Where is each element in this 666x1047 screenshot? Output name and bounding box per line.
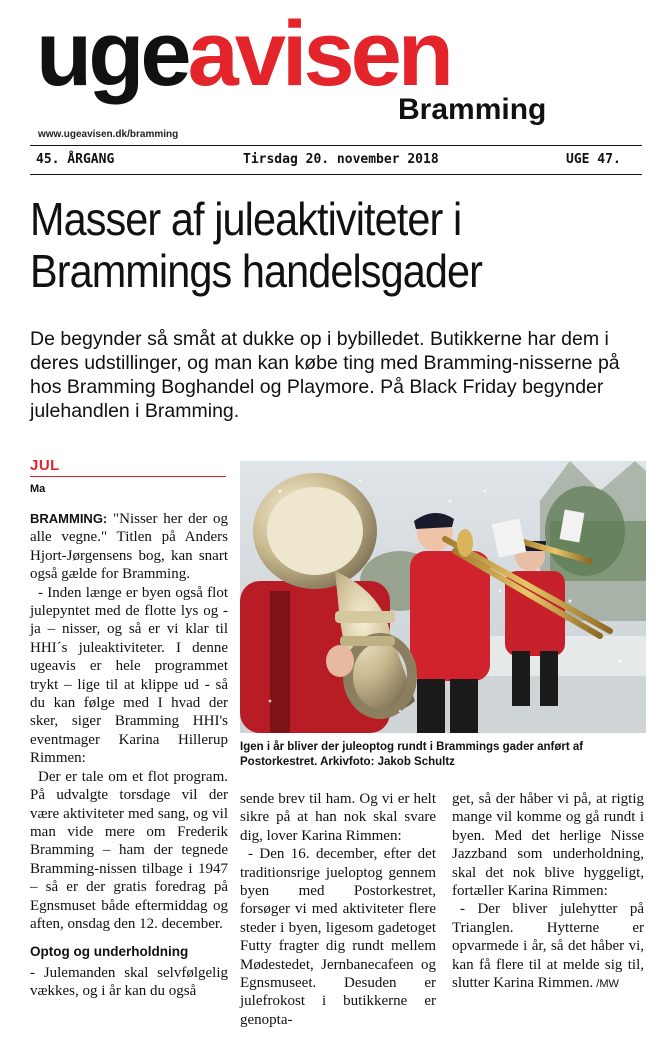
article-photo (240, 461, 646, 733)
masthead-url[interactable]: www.ugeavisen.dk/bramming (38, 129, 179, 140)
paragraph-2: - Inden længe er byen også flot julepyntet med de flotte lys og - ja – nisser, og så er vi klar til HHI´s juleaktiviteter. I denne ugeavis er hele programmet trykt – lige til at klippe ud - så du kan følge med I hvad der sker, siger Bramming HHI's eventmager Karina Hillerup Rimmen: (30, 584, 228, 767)
paragraph-4: - Julemanden skal selvfølgelig vækkes, og i år kan du også (30, 964, 228, 1000)
article-column-3 (452, 790, 644, 993)
article-byline: Ma (30, 483, 46, 495)
masthead-rule-bottom (30, 174, 642, 175)
article-headline: Masser af juleaktiviteter i Brammings handelsgader (30, 193, 482, 297)
week-label: UGE 47. (566, 152, 621, 167)
brass-band-photo (240, 461, 646, 733)
article-subhead: Optog og underholdning (30, 944, 189, 960)
article-lede: De begynder så småt at dukke op i bybilledet. Butikkerne har dem i deres udstillinger, og man kan købe ting med Bramming-nisserne på hos Bramming Boghandel og Playmore. På Black Friday begynder julehandlen i Bramming. (30, 328, 620, 422)
paragraph-8 (452, 900, 644, 993)
logo-avisen: avisen (187, 3, 450, 105)
article-column-1 (30, 510, 228, 1001)
paragraph-3: Der er tale om et flot program. På udvalgte torsdage vil der være aktiviteter med sang, og vil man vide mere om Frederik Bramming – ham der tegnede Bramming-nissen tilbage i 1947 – så er der gratis foredrag på Egnsmuset både eftermiddag og aften, onsdag den 12. december. (30, 768, 228, 932)
issue-date: Tirsdag 20. november 2018 (243, 152, 439, 167)
author-signature: /MW (593, 978, 619, 991)
section-kicker: JUL (30, 457, 60, 474)
edition-name: Bramming (398, 93, 547, 126)
paragraph-6: - Den 16. december, efter det traditionsrige jueloptog gennem byen med Postorkestret, forsøger vi med aktiviteter flere steder i byen, ligesom gadetoget Futty fragter dig rundt mellem Mødestedet, Jernbanecafeen og Egnsmuseet. Desuden er julefrokost i butikkerne er genopta- (240, 846, 436, 1028)
paragraph-8-text: - Der bliver julehytter på Trianglen. Hytterne er opvarmede i år, så det håber vi, kan få flere til at melde sig til, slutter Karina Rimmen. (452, 901, 644, 992)
kicker-rule (30, 476, 226, 477)
paragraph-1 (30, 510, 228, 584)
masthead-rule-top (30, 145, 642, 146)
masthead-logo (36, 3, 450, 105)
paragraph-1-text: "Nisser her der og alle vegne." Titlen på Anders Hjort-Jørgensens bog, kan snart også gælde for Bramming. (30, 511, 228, 583)
article-dateline: BRAMMING: (30, 511, 108, 526)
photo-caption: Igen i år bliver der juleoptog rundt i Brammings gader anført af Postorkestret. Arkivfoto: Jakob Schultz (240, 741, 584, 768)
logo-uge: uge (36, 3, 188, 105)
article-column-2 (240, 790, 436, 1029)
paragraph-5: sende brev til ham. Og vi er helt sikre på at han nok skal svare dig, lover Karina Rimmen: (240, 791, 436, 844)
volume-label: 45. ÅRGANG (36, 152, 115, 167)
paragraph-7: get, så der håber vi på, at rigtig mange vil komme og gå rundt i byen. Med det herlige Nisse Jazzband som underholdning, skal det nok blive hyggeligt, fortæller Karina Rimmen: (452, 791, 644, 900)
